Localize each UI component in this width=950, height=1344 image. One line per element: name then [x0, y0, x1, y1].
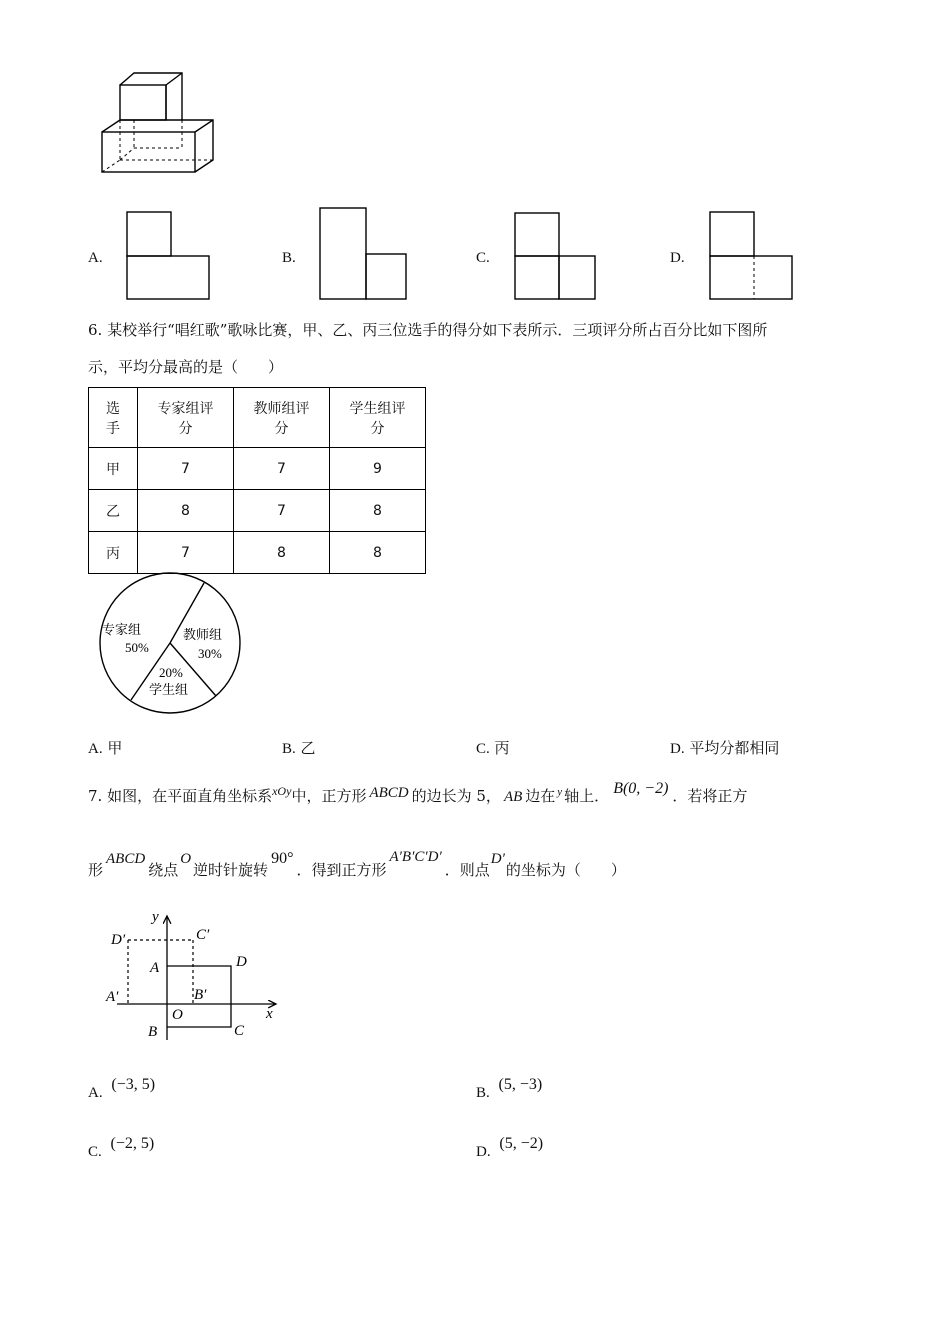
pie-percent-teacher: 30% [198, 646, 222, 661]
label-x: x [266, 1006, 273, 1022]
math-d-prime: D′ [490, 851, 505, 867]
q7-text: 边在 [525, 787, 556, 805]
table-cell: 7 [234, 490, 330, 532]
q6-text-1: 某校举行“唱红歌”歌咏比赛，甲、乙、丙三位选手的得分如下表所示．三项评分所占百分比如下图所 [107, 321, 768, 339]
header-line: 专家组评 [157, 400, 214, 417]
math-xoy: xOy [272, 784, 292, 798]
q7-text: 的坐标为（ ） [505, 861, 626, 879]
pie-label-student: 学生组 [149, 683, 189, 698]
table-cell: 8 [330, 490, 426, 532]
label-b-prime: B′ [194, 987, 207, 1003]
math-abcd-prime: A′B′C′D′ [389, 849, 442, 865]
label-b: B [148, 1024, 158, 1040]
math-o: O [180, 851, 192, 867]
q7-option-a[interactable] [88, 1074, 156, 1101]
q5-option-d-label: D. [670, 250, 685, 266]
q7-text: ．得到正方形 [296, 861, 387, 879]
table-cell: 9 [330, 448, 426, 490]
table-cell: 丙 [89, 532, 138, 574]
table-cell: 乙 [89, 490, 138, 532]
label-o: O [172, 1007, 183, 1023]
header-line: 分 [178, 420, 193, 437]
option-value: (5, −2) [499, 1135, 544, 1152]
header-line: 分 [370, 420, 385, 437]
math-point-b: B(0, −2) [613, 780, 669, 797]
q6-number: 6. [88, 321, 103, 339]
math-abcd: ABCD [369, 785, 409, 801]
option-text: 乙 [300, 739, 316, 757]
header-line: 手 [106, 420, 120, 437]
q7-option-d[interactable] [476, 1133, 544, 1160]
label-c-prime: C′ [196, 927, 210, 943]
math-90deg: 90° [271, 850, 294, 867]
q5-option-b-label: B. [282, 250, 296, 266]
q7-text: 轴上． [564, 787, 610, 805]
table-cell: 7 [234, 448, 330, 490]
q7-option-b[interactable] [476, 1074, 543, 1101]
q7-text: ．则点 [444, 861, 490, 879]
pie-percent-student: 20% [159, 665, 183, 680]
option-label: D. [670, 741, 685, 757]
math-y: y [557, 786, 563, 798]
math-ab: AB [503, 789, 523, 805]
option-label: A. [88, 1085, 103, 1101]
q7-number: 7. [88, 787, 103, 805]
q7-option-c[interactable] [88, 1133, 155, 1160]
pie-percent-expert: 50% [125, 640, 149, 655]
q7-text: 逆时针旋转 [193, 861, 269, 879]
table-cell: 8 [330, 532, 426, 574]
header-line: 选 [106, 400, 120, 417]
square-abcd-prime [128, 940, 193, 1004]
q7-text: 如图，在平面直角坐标系 [107, 787, 273, 805]
option-text: 丙 [494, 739, 510, 757]
q7-text: 形 [88, 861, 104, 879]
label-d-prime: D′ [111, 932, 126, 948]
math-abcd: ABCD [106, 851, 146, 867]
header-line: 学生组评 [349, 400, 406, 417]
option-label: C. [476, 741, 490, 757]
option-value: (−3, 5) [111, 1076, 156, 1093]
header-line: 分 [274, 420, 289, 437]
option-text: 平均分都相同 [689, 739, 780, 757]
option-label: D. [476, 1144, 491, 1160]
option-value: (5, −3) [498, 1076, 543, 1093]
option-label: C. [88, 1144, 102, 1160]
label-a-prime: A′ [106, 989, 119, 1005]
table-cell: 8 [234, 532, 330, 574]
table-cell: 8 [138, 490, 234, 532]
q5-option-a-label: A. [88, 250, 103, 266]
option-label: B. [476, 1085, 490, 1101]
q5-option-c-label: C. [476, 250, 490, 266]
q7-text: 的边长为 5， [411, 787, 501, 805]
label-c: C [234, 1023, 245, 1039]
option-value: (−2, 5) [110, 1135, 155, 1152]
pie-label-expert: 专家组 [102, 623, 142, 638]
q7-text: 绕点 [148, 861, 179, 879]
label-a: A [150, 960, 160, 976]
q6-stem-line2: 示，平均分最高的是（ ） [88, 358, 284, 376]
table-cell: 7 [138, 448, 234, 490]
label-y: y [152, 909, 159, 925]
option-text: 甲 [107, 739, 123, 757]
q7-text: ．若将正方 [672, 787, 748, 805]
table-cell: 7 [138, 532, 234, 574]
label-d: D [236, 954, 247, 970]
header-line: 教师组评 [253, 400, 310, 417]
option-label: B. [282, 741, 296, 757]
pie-label-teacher: 教师组 [183, 628, 223, 643]
table-cell: 甲 [89, 448, 138, 490]
q7-text: 中，正方形 [291, 787, 367, 805]
option-label: A. [88, 741, 103, 757]
